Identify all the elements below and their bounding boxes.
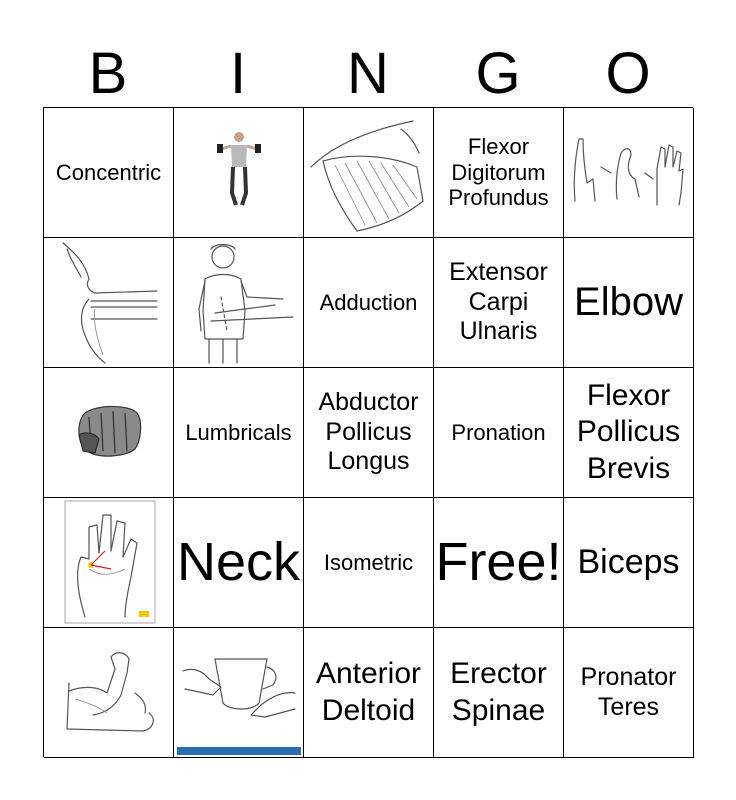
bingo-header [43, 42, 693, 106]
cell-text: Anterior Deltoid [315, 656, 422, 727]
cell-text: Concentric [55, 159, 162, 185]
cell-text: Isometric [323, 549, 414, 575]
bingo-cell[interactable] [564, 368, 694, 498]
header-letter-o: O [605, 41, 651, 106]
wrist-extension-illustration-image [45, 239, 173, 367]
finger-movement-illustration-image [565, 109, 693, 237]
cell-text: Lumbricals [185, 419, 292, 445]
header-letter-b: B [88, 41, 128, 106]
bingo-cell[interactable] [174, 108, 304, 238]
bingo-cell[interactable] [434, 368, 564, 498]
bingo-cell[interactable] [174, 368, 304, 498]
bingo-cell[interactable] [304, 628, 434, 758]
cell-text: Biceps [577, 543, 680, 582]
cell-text: Extensor Carpi Ulnaris [449, 258, 548, 346]
bingo-cell[interactable] [44, 368, 174, 498]
cell-text: Flexor Pollicus Brevis [576, 378, 681, 485]
cell-text: Pronation [451, 419, 546, 445]
bingo-cell[interactable] [174, 238, 304, 368]
cell-text: Neck [176, 531, 301, 592]
cell-text: Abductor Pollicus Longus [318, 388, 419, 476]
header-letter-g: G [475, 41, 521, 106]
arm-flexion-illustration-image [45, 629, 173, 757]
shoulder-muscle-illustration-image [305, 109, 433, 237]
bingo-cell[interactable] [44, 498, 174, 628]
bingo-cell[interactable] [564, 628, 694, 758]
bingo-cell[interactable] [564, 498, 694, 628]
bingo-cell[interactable] [434, 238, 564, 368]
shoulder-rotation-person-image [175, 239, 303, 367]
bingo-cell[interactable] [44, 108, 174, 238]
cell-text: Flexor Digitorum Profundus [448, 133, 549, 211]
bingo-cell[interactable] [174, 628, 304, 758]
bingo-cell[interactable] [564, 238, 694, 368]
cell-text: Pronator Teres [580, 663, 677, 721]
clenched-fist-image [45, 369, 173, 497]
cell-text: Elbow [574, 279, 683, 324]
hands-holding-cup-image [175, 629, 303, 757]
bingo-cell[interactable] [304, 498, 434, 628]
bingo-cell[interactable] [304, 238, 434, 368]
cell-text: Adduction [319, 289, 418, 315]
cell-text: Erector Spinae [450, 656, 547, 727]
bingo-cell[interactable] [434, 498, 564, 628]
bingo-cell[interactable] [304, 368, 434, 498]
bingo-cell[interactable] [44, 628, 174, 758]
person-dumbbell-lateral-raise-image [175, 109, 303, 237]
palm-angle-diagram-image [45, 499, 173, 627]
bingo-cell[interactable] [434, 628, 564, 758]
bingo-cell[interactable] [564, 108, 694, 238]
header-letter-n: N [347, 41, 389, 106]
bingo-card [43, 107, 693, 757]
header-letter-i: I [229, 41, 247, 106]
bingo-cell[interactable] [434, 108, 564, 238]
free-space: Free! [435, 531, 562, 592]
bingo-cell[interactable] [44, 238, 174, 368]
bingo-cell[interactable] [304, 108, 434, 238]
bingo-cell[interactable] [174, 498, 304, 628]
